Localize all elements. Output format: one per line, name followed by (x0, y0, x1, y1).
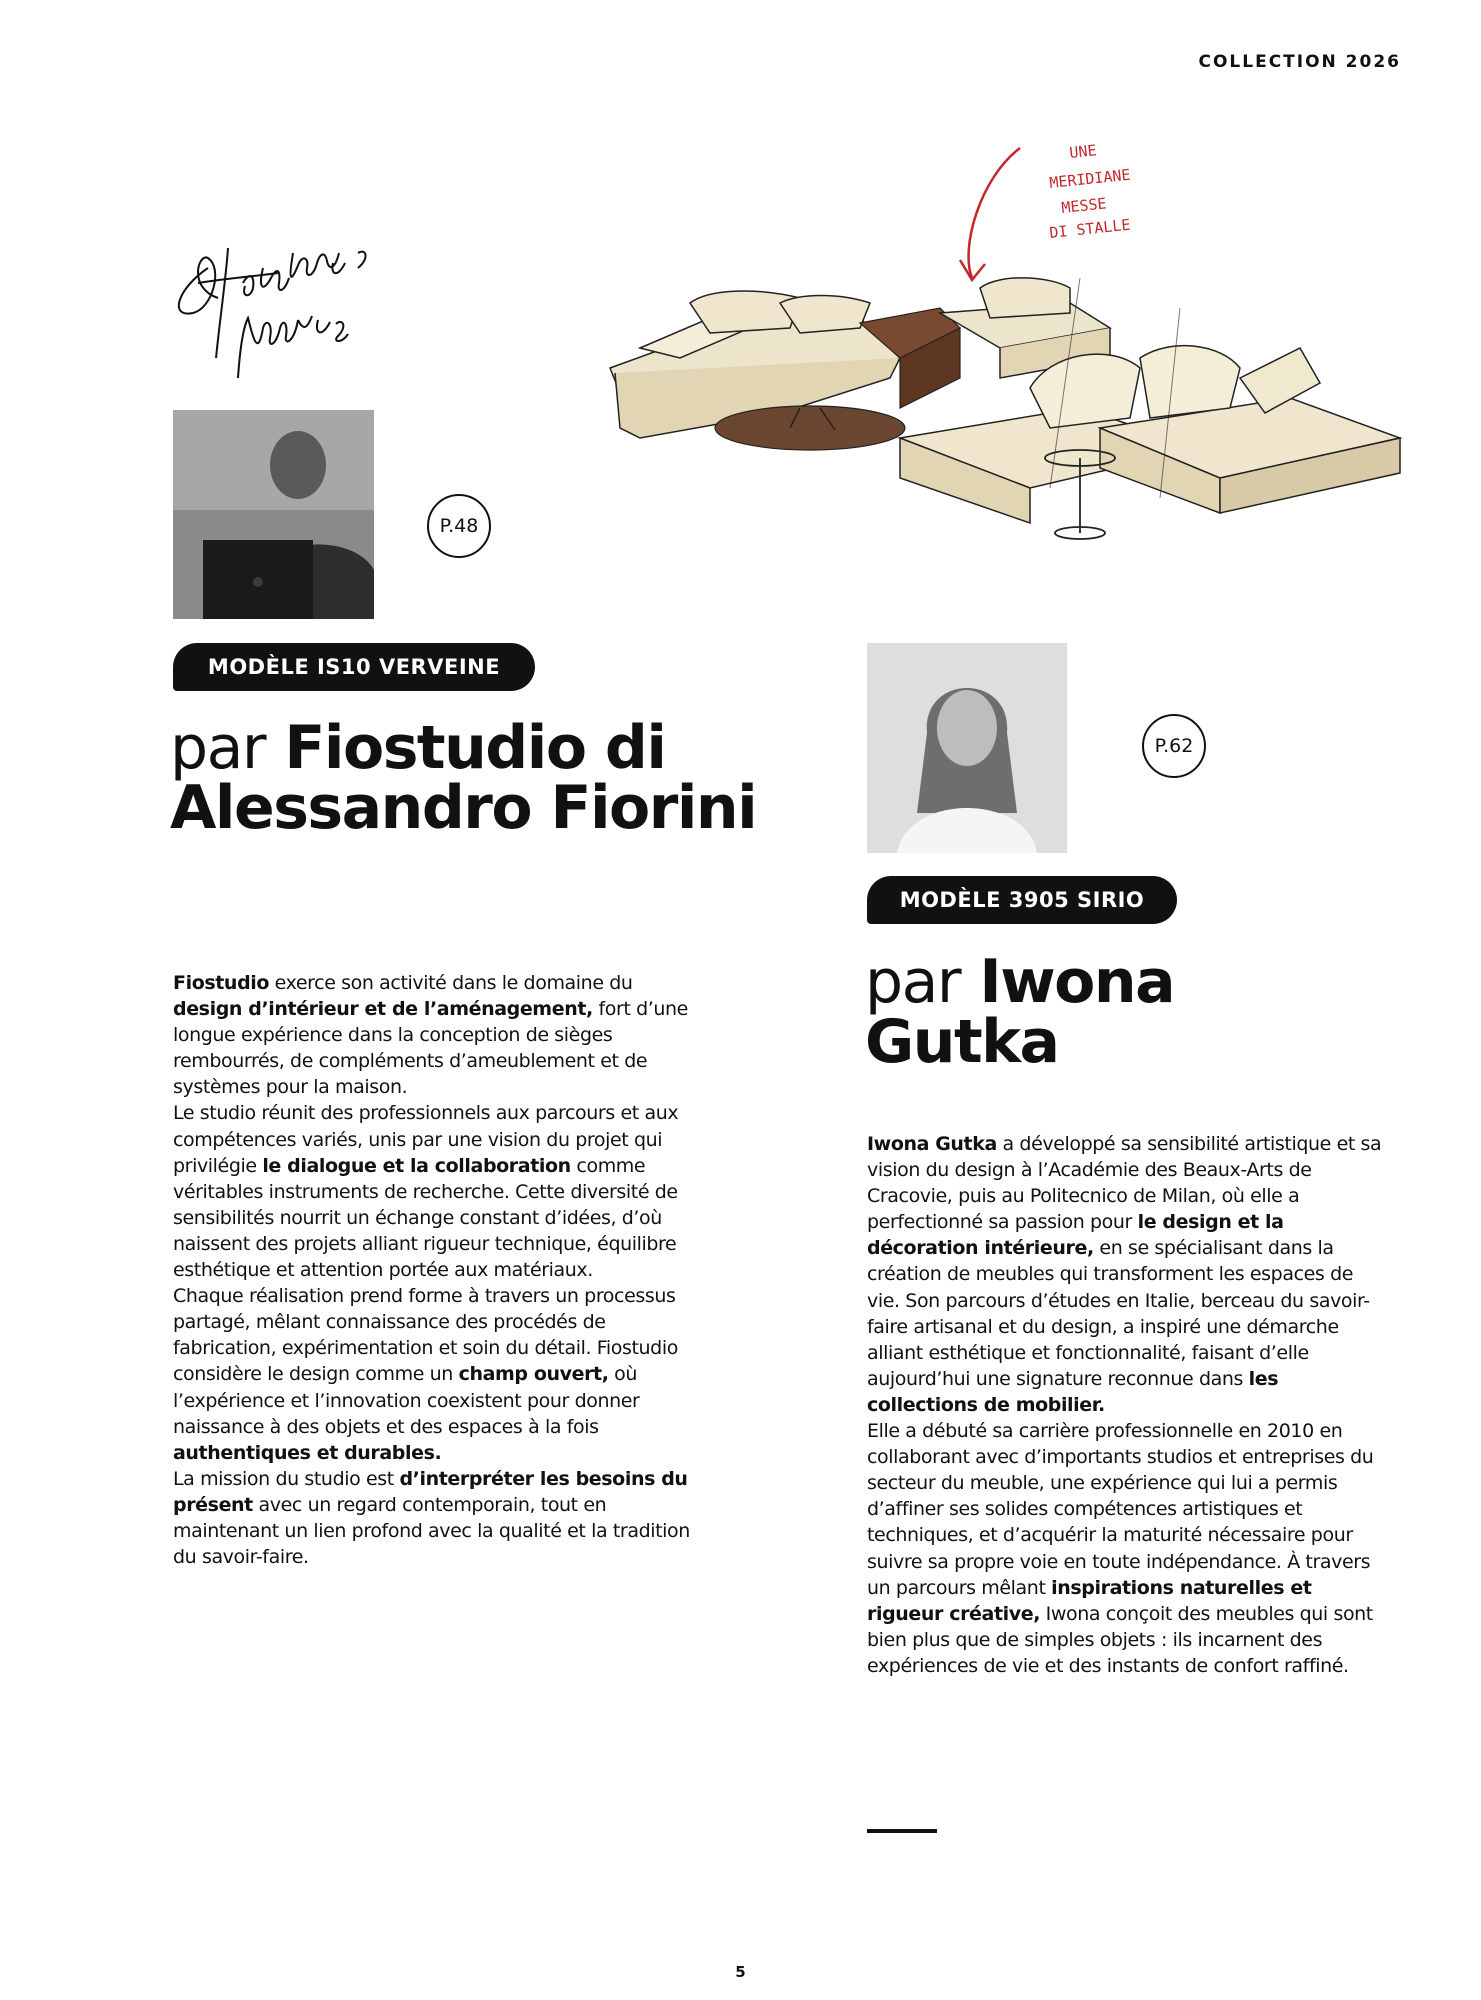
designer-1-biography (173, 970, 703, 1570)
sofa-sketch-illustration (600, 128, 1410, 578)
sketch-annotation-line-4: DI STALLE (1048, 215, 1132, 242)
bio-paragraph: Elle a débuté sa carrière professionnelle en 2010 en collaborant avec d’importants studios et entreprises du secteur du meuble, une expérience qui lui a permis d’affiner ses solides compétences artistiques et techniques, et d’acquérir la maturité nécessaire pour suivre sa propre voie en toute indépendance. À travers un parcours mêlant inspirations naturelles et rigueur créative, Iwona conçoit des meubles qui sont bien plus que de simples objets : ils incarnent des expériences de vie et des instants de confort raffiné. (867, 1420, 1374, 1677)
model-badge: MODÈLE IS10 VERVEINE (173, 643, 535, 691)
heading-prefix: par (865, 947, 961, 1017)
bio-paragraph: Iwona Gutka a développé sa sensibilité artistique et sa vision du design à l’Académie des Beaux-Arts de Cracovie, puis au Politecnico de Milan, où elle a perfectionné sa passion pour le design et la décoration intérieure, en se spécialisant dans la création de meubles qui transforment les espaces de vie. Son parcours d’études en Italie, berceau du savoir-faire artisanal et du design, a inspiré une démarche alliant esthétique et fonctionnalité, faisant d’elle aujourd’hui une signature reconnue dans les collections de mobilier. (867, 1133, 1382, 1416)
bio-paragraph: Le studio réunit des professionnels aux parcours et aux compétences variés, unis par une vision du projet qui privilégie le dialogue et la collaboration comme véritables instruments de recherche. Cette diversité de sensibilités nourrit un échange constant d’idées, d’où naissent des projets alliant rigueur technique, équilibre esthétique et attention portée aux matériaux. (173, 1102, 679, 1282)
designer-signature (168, 228, 388, 388)
sketch-annotation-line-2: MERIDIANE (1048, 165, 1132, 192)
page-number: 5 (735, 1963, 746, 1981)
designer-2-portrait (867, 643, 1067, 853)
section-end-rule (867, 1829, 937, 1833)
bio-paragraph: Fiostudio exerce son activité dans le domaine du design d’intérieur et de l’aménagement, fort d’une longue expérience dans la conception de sièges rembourrés, de compléments d’ameublement et de systèmes pour la maison. (173, 972, 688, 1099)
collection-label: COLLECTION 2026 (1198, 52, 1401, 72)
bio-paragraph: La mission du studio est d’interpréter les besoins du présent avec un regard contemporain, tout en maintenant un lien profond avec la qualité et la tradition du savoir-faire. (173, 1467, 690, 1569)
designer-1-portrait (173, 410, 374, 619)
heading-designer-name: Fiostudio di Alessandro Fiorini (170, 713, 757, 843)
page-reference-badge[interactable]: P.62 (1142, 714, 1206, 778)
designer-2-biography (867, 1131, 1387, 1679)
designer-1-photo (173, 410, 374, 619)
designer-1-heading (170, 713, 770, 843)
bio-paragraph: Chaque réalisation prend forme à travers un processus partagé, mêlant connaissance des procédés de fabrication, expérimentation et soin du détail. Fiostudio considère le design comme un champ ouvert, où l’expérience et l’innovation coexistent pour donner naissance à des objets et des espaces à la fois authentiques et durables. (173, 1285, 678, 1464)
sketch-annotation-line-1: UNE (1068, 141, 1098, 162)
heading-prefix: par (170, 713, 266, 783)
model-badge: MODÈLE 3905 SIRIO (867, 876, 1177, 924)
sketch-annotation-line-3: MESSE (1060, 194, 1108, 217)
page-reference-badge[interactable]: P.48 (427, 494, 491, 558)
designer-2-photo (867, 643, 1067, 853)
designer-2-heading (865, 947, 1365, 1077)
heading-designer-name: Iwona Gutka (865, 947, 1175, 1077)
